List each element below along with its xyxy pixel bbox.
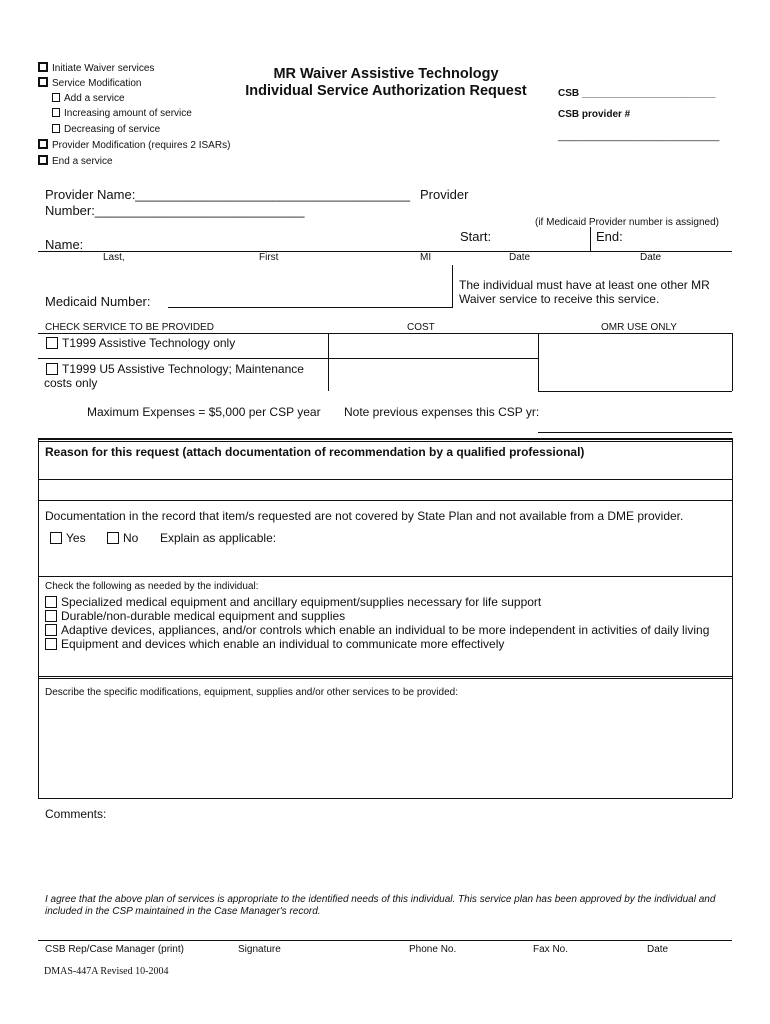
start-label: Start: — [460, 229, 492, 244]
needs-header: Check the following as needed by the individual: — [45, 581, 259, 592]
form-number: DMAS-447A Revised 10-2004 — [44, 966, 169, 977]
name-line[interactable] — [38, 251, 732, 252]
checkbox[interactable] — [52, 93, 60, 102]
reason-label: Reason for this request (attach documentation of recommendation by a qualified professional) — [45, 445, 585, 459]
service-t1999u5[interactable] — [46, 362, 304, 376]
documentation-text: Documentation in the record that item/s requested are not covered by State Plan and not available from a DME provider. — [45, 509, 684, 523]
checkbox[interactable] — [45, 624, 57, 636]
signature-caption: Signature — [238, 944, 281, 955]
service-t1999[interactable] — [46, 336, 235, 350]
option-initiate[interactable] — [38, 62, 154, 74]
checkbox[interactable] — [38, 139, 48, 149]
option-label: Decreasing of service — [64, 124, 161, 135]
checkbox[interactable] — [38, 62, 48, 72]
max-expenses: Maximum Expenses = $5,000 per CSP year — [87, 405, 321, 419]
form-title: MR Waiver Assistive Technology — [273, 66, 499, 82]
end-label: End: — [596, 229, 623, 244]
name-label: Name: — [45, 237, 84, 252]
need-label: Durable/non-durable medical equipment and supplies — [61, 609, 346, 623]
option-end[interactable] — [38, 155, 113, 167]
provider-number-field[interactable]: Number:_____________________________ — [45, 203, 305, 218]
start-date-caption: Date — [509, 252, 531, 263]
previous-expenses-line[interactable] — [538, 432, 732, 433]
service-label: T1999 U5 Assistive Technology; Maintenance — [62, 362, 304, 376]
end-date-caption: Date — [640, 252, 662, 263]
mi-caption: MI — [420, 252, 432, 263]
comments-label: Comments: — [45, 807, 107, 821]
checkbox[interactable] — [45, 610, 57, 622]
checkbox[interactable] — [52, 124, 60, 133]
service-label: T1999 Assistive Technology only — [62, 336, 236, 350]
option-decreasing[interactable] — [52, 124, 160, 135]
option-provider-mod[interactable] — [38, 139, 230, 151]
option-add[interactable] — [52, 93, 125, 104]
provider-label: Provider — [420, 187, 469, 202]
form-subtitle: Individual Service Authorization Request — [245, 83, 527, 99]
option-label: Initiate Waiver services — [52, 63, 155, 74]
need-item-medical-equipment[interactable] — [45, 609, 345, 623]
csb-field[interactable]: CSB ________________________ — [558, 88, 716, 99]
describe-label: Describe the specific modifications, equipment, supplies and/or other services to be provided: — [45, 687, 458, 698]
option-modification[interactable] — [38, 77, 141, 89]
option-label: Service Modification — [52, 78, 142, 89]
need-label: Specialized medical equipment and ancillary equipment/supplies necessary for life support — [61, 595, 542, 609]
option-increasing[interactable] — [52, 108, 192, 119]
no-label: No — [123, 531, 139, 545]
yes-label: Yes — [66, 531, 86, 545]
checkbox[interactable] — [52, 108, 60, 117]
rep-caption: CSB Rep/Case Manager (print) — [45, 944, 184, 955]
csb-provider-field[interactable]: _____________________________ — [558, 131, 720, 142]
option-label: End a service — [52, 156, 113, 167]
checkbox[interactable] — [45, 596, 57, 608]
phone-caption: Phone No. — [409, 944, 457, 955]
last-caption: Last, — [103, 252, 125, 263]
describe-area[interactable] — [38, 798, 732, 799]
cost-header: COST — [407, 322, 435, 333]
option-label: Increasing amount of service — [64, 108, 192, 119]
checkbox[interactable] — [107, 532, 119, 544]
date-caption: Date — [647, 944, 669, 955]
check-service-header: CHECK SERVICE TO BE PROVIDED — [45, 322, 214, 333]
signature-line[interactable] — [38, 940, 732, 941]
waiver-note: The individual must have at least one other MR Waiver service to receive this service. — [459, 278, 710, 306]
first-caption: First — [259, 252, 279, 263]
need-item-adaptive-devices[interactable] — [45, 623, 709, 637]
option-label: Provider Modification (requires 2 ISARs) — [52, 140, 231, 151]
explain-label: Explain as applicable: — [160, 531, 277, 545]
checkbox[interactable] — [45, 638, 57, 650]
service-t1999u5-cont: costs only — [44, 376, 98, 390]
documentation-yes[interactable] — [50, 531, 86, 545]
documentation-no[interactable] — [107, 531, 138, 545]
fax-caption: Fax No. — [533, 944, 569, 955]
checkbox[interactable] — [46, 363, 58, 375]
provider-name-field[interactable]: Provider Name:______________________________________ — [45, 187, 411, 202]
checkbox[interactable] — [46, 337, 58, 349]
omr-header: OMR USE ONLY — [601, 322, 677, 333]
previous-expenses-label: Note previous expenses this CSP yr: — [344, 405, 540, 419]
checkbox[interactable] — [38, 77, 48, 87]
need-label: Adaptive devices, appliances, and/or controls which enable an individual to be more independent in activities of daily living — [61, 623, 710, 637]
checkbox[interactable] — [50, 532, 62, 544]
option-label: Add a service — [64, 93, 125, 104]
csb-provider-label: CSB provider # — [558, 109, 631, 120]
medicaid-number-line[interactable] — [168, 307, 452, 308]
medicaid-provider-note: (if Medicaid Provider number is assigned) — [535, 217, 719, 228]
checkbox[interactable] — [38, 155, 48, 165]
medicaid-number-label: Medicaid Number: — [45, 294, 151, 309]
need-item-life-support[interactable] — [45, 595, 541, 609]
agreement-text: I agree that the above plan of services is appropriate to the identified needs of this individual. This service plan has been approved by the individual and included in the CSP maintained in the Case Manager's record. — [45, 894, 716, 917]
need-item-communication[interactable] — [45, 637, 504, 651]
need-label: Equipment and devices which enable an individual to communicate more effectively — [61, 637, 505, 651]
